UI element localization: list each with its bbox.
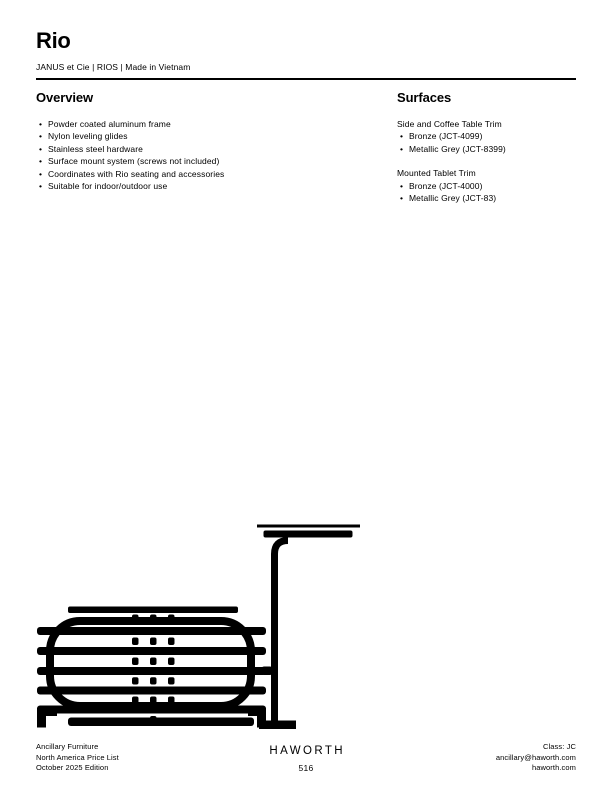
bench-bottom-rail	[68, 718, 254, 727]
footer-website: haworth.com	[531, 763, 576, 772]
list-item: • Suitable for indoor/outdoor use	[36, 180, 376, 192]
list-item: • Nylon leveling glides	[36, 130, 376, 142]
bench-top-slat	[68, 607, 238, 614]
list-item: • Powder coated aluminum frame	[36, 118, 376, 130]
footer-email: ancillary@haworth.com	[495, 752, 576, 762]
haworth-logo: HAWORTH	[269, 745, 345, 757]
overview-heading: Overview	[36, 90, 94, 105]
tablet-top-edge	[257, 525, 360, 528]
bench-left-foot	[37, 708, 57, 728]
surfaces-heading: Surfaces	[397, 90, 452, 105]
list-item: • Surface mount system (screws not included)	[36, 155, 376, 167]
list-item: • Metallic Grey (JCT-83)	[397, 192, 577, 204]
footer-line: Ancillary Furniture	[36, 742, 99, 751]
page-number: 516	[298, 763, 314, 773]
list-item: • Stainless steel hardware	[36, 143, 376, 155]
tablet-post	[275, 541, 289, 726]
page-title: Rio	[36, 28, 71, 53]
footer-class-code: Class: JC	[543, 742, 576, 751]
footer-right	[496, 742, 576, 774]
product-subtitle: JANUS et Cie | RIOS | Made in Vietnam	[36, 62, 191, 72]
surface-group-label: Side and Coffee Table Trim	[397, 119, 502, 129]
list-item: • Bronze (JCT-4099)	[397, 130, 577, 142]
bench-mount-tab	[261, 667, 273, 676]
footer-line: October 2025 Edition	[36, 763, 109, 772]
tablet-surface	[264, 531, 353, 538]
surface-group-label: Mounted Tablet Trim	[397, 168, 476, 179]
list-item: • Bronze (JCT-4000)	[397, 180, 577, 192]
footer-line: North America Price List	[36, 752, 119, 762]
list-item: • Coordinates with Rio seating and accessories	[36, 168, 376, 180]
list-item: • Metallic Grey (JCT-8399)	[397, 143, 577, 155]
